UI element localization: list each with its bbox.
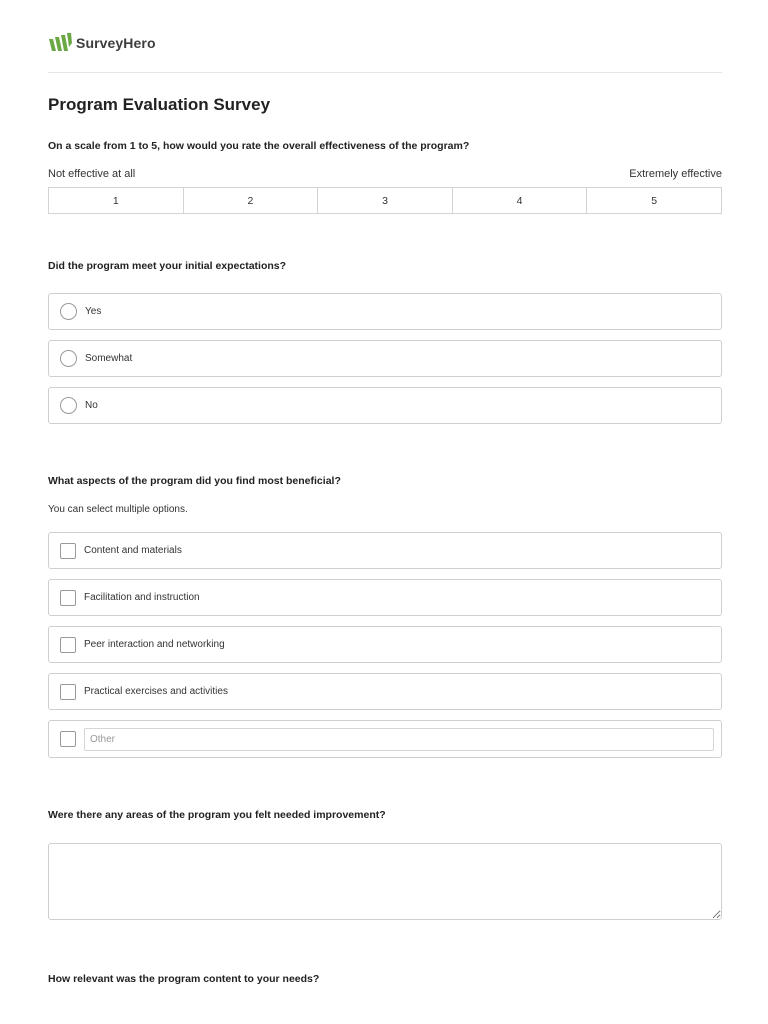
- question-1-text: On a scale from 1 to 5, how would you rate the overall effectiveness of the program?: [48, 140, 470, 152]
- checkbox[interactable]: [60, 543, 76, 559]
- question-2-text: Did the program meet your initial expectations?: [48, 260, 287, 272]
- checkbox[interactable]: [60, 684, 76, 700]
- question-3-text: What aspects of the program did you find most beneficial?: [48, 475, 341, 487]
- scale-option-4[interactable]: 4: [453, 188, 588, 213]
- radio-option-yes[interactable]: [48, 293, 722, 330]
- checkbox[interactable]: [60, 637, 76, 653]
- scale-option-3[interactable]: 3: [318, 188, 453, 213]
- radio-button[interactable]: [60, 397, 77, 414]
- option-label: Facilitation and instruction: [84, 592, 200, 603]
- other-text-input[interactable]: [84, 728, 714, 751]
- page-title: Program Evaluation Survey: [48, 95, 271, 114]
- checkbox-option-facilitation[interactable]: [48, 579, 722, 616]
- improvement-textarea[interactable]: [48, 843, 722, 920]
- option-label: Yes: [85, 306, 102, 317]
- scale-option-5[interactable]: 5: [651, 194, 658, 207]
- header-divider: [48, 72, 722, 73]
- scale-max-label: Extremely effective: [629, 168, 722, 180]
- header: [48, 30, 156, 56]
- option-label: Somewhat: [85, 353, 133, 364]
- checkbox-option-peer-interaction[interactable]: [48, 626, 722, 663]
- checkbox-option-practical-exercises[interactable]: [48, 673, 722, 710]
- scale-option-2[interactable]: 2: [184, 188, 319, 213]
- radio-button[interactable]: [60, 350, 77, 367]
- question-5-text: How relevant was the program content to your needs?: [48, 973, 320, 985]
- radio-button[interactable]: [60, 303, 77, 320]
- checkbox-option-other[interactable]: [48, 720, 722, 758]
- scale-min-label: Not effective at all: [48, 168, 136, 180]
- checkbox[interactable]: [60, 590, 76, 606]
- radio-option-no[interactable]: [48, 387, 722, 424]
- question-4-text: Were there any areas of the program you felt needed improvement?: [48, 809, 386, 821]
- radio-option-somewhat[interactable]: [48, 340, 722, 377]
- option-label: Practical exercises and activities: [84, 686, 228, 697]
- scale-labels: [48, 168, 722, 180]
- surveyhero-logo-icon: [48, 33, 72, 53]
- brand-name: SurveyHero: [76, 35, 156, 51]
- checkbox-option-content[interactable]: [48, 532, 722, 569]
- question-3-hint: You can select multiple options.: [48, 504, 188, 515]
- rating-scale: [48, 187, 722, 214]
- option-label: Peer interaction and networking: [84, 639, 225, 650]
- option-label: Content and materials: [84, 545, 182, 556]
- option-label: No: [85, 400, 98, 411]
- scale-option-1[interactable]: 1: [49, 188, 184, 213]
- checkbox[interactable]: [60, 731, 76, 747]
